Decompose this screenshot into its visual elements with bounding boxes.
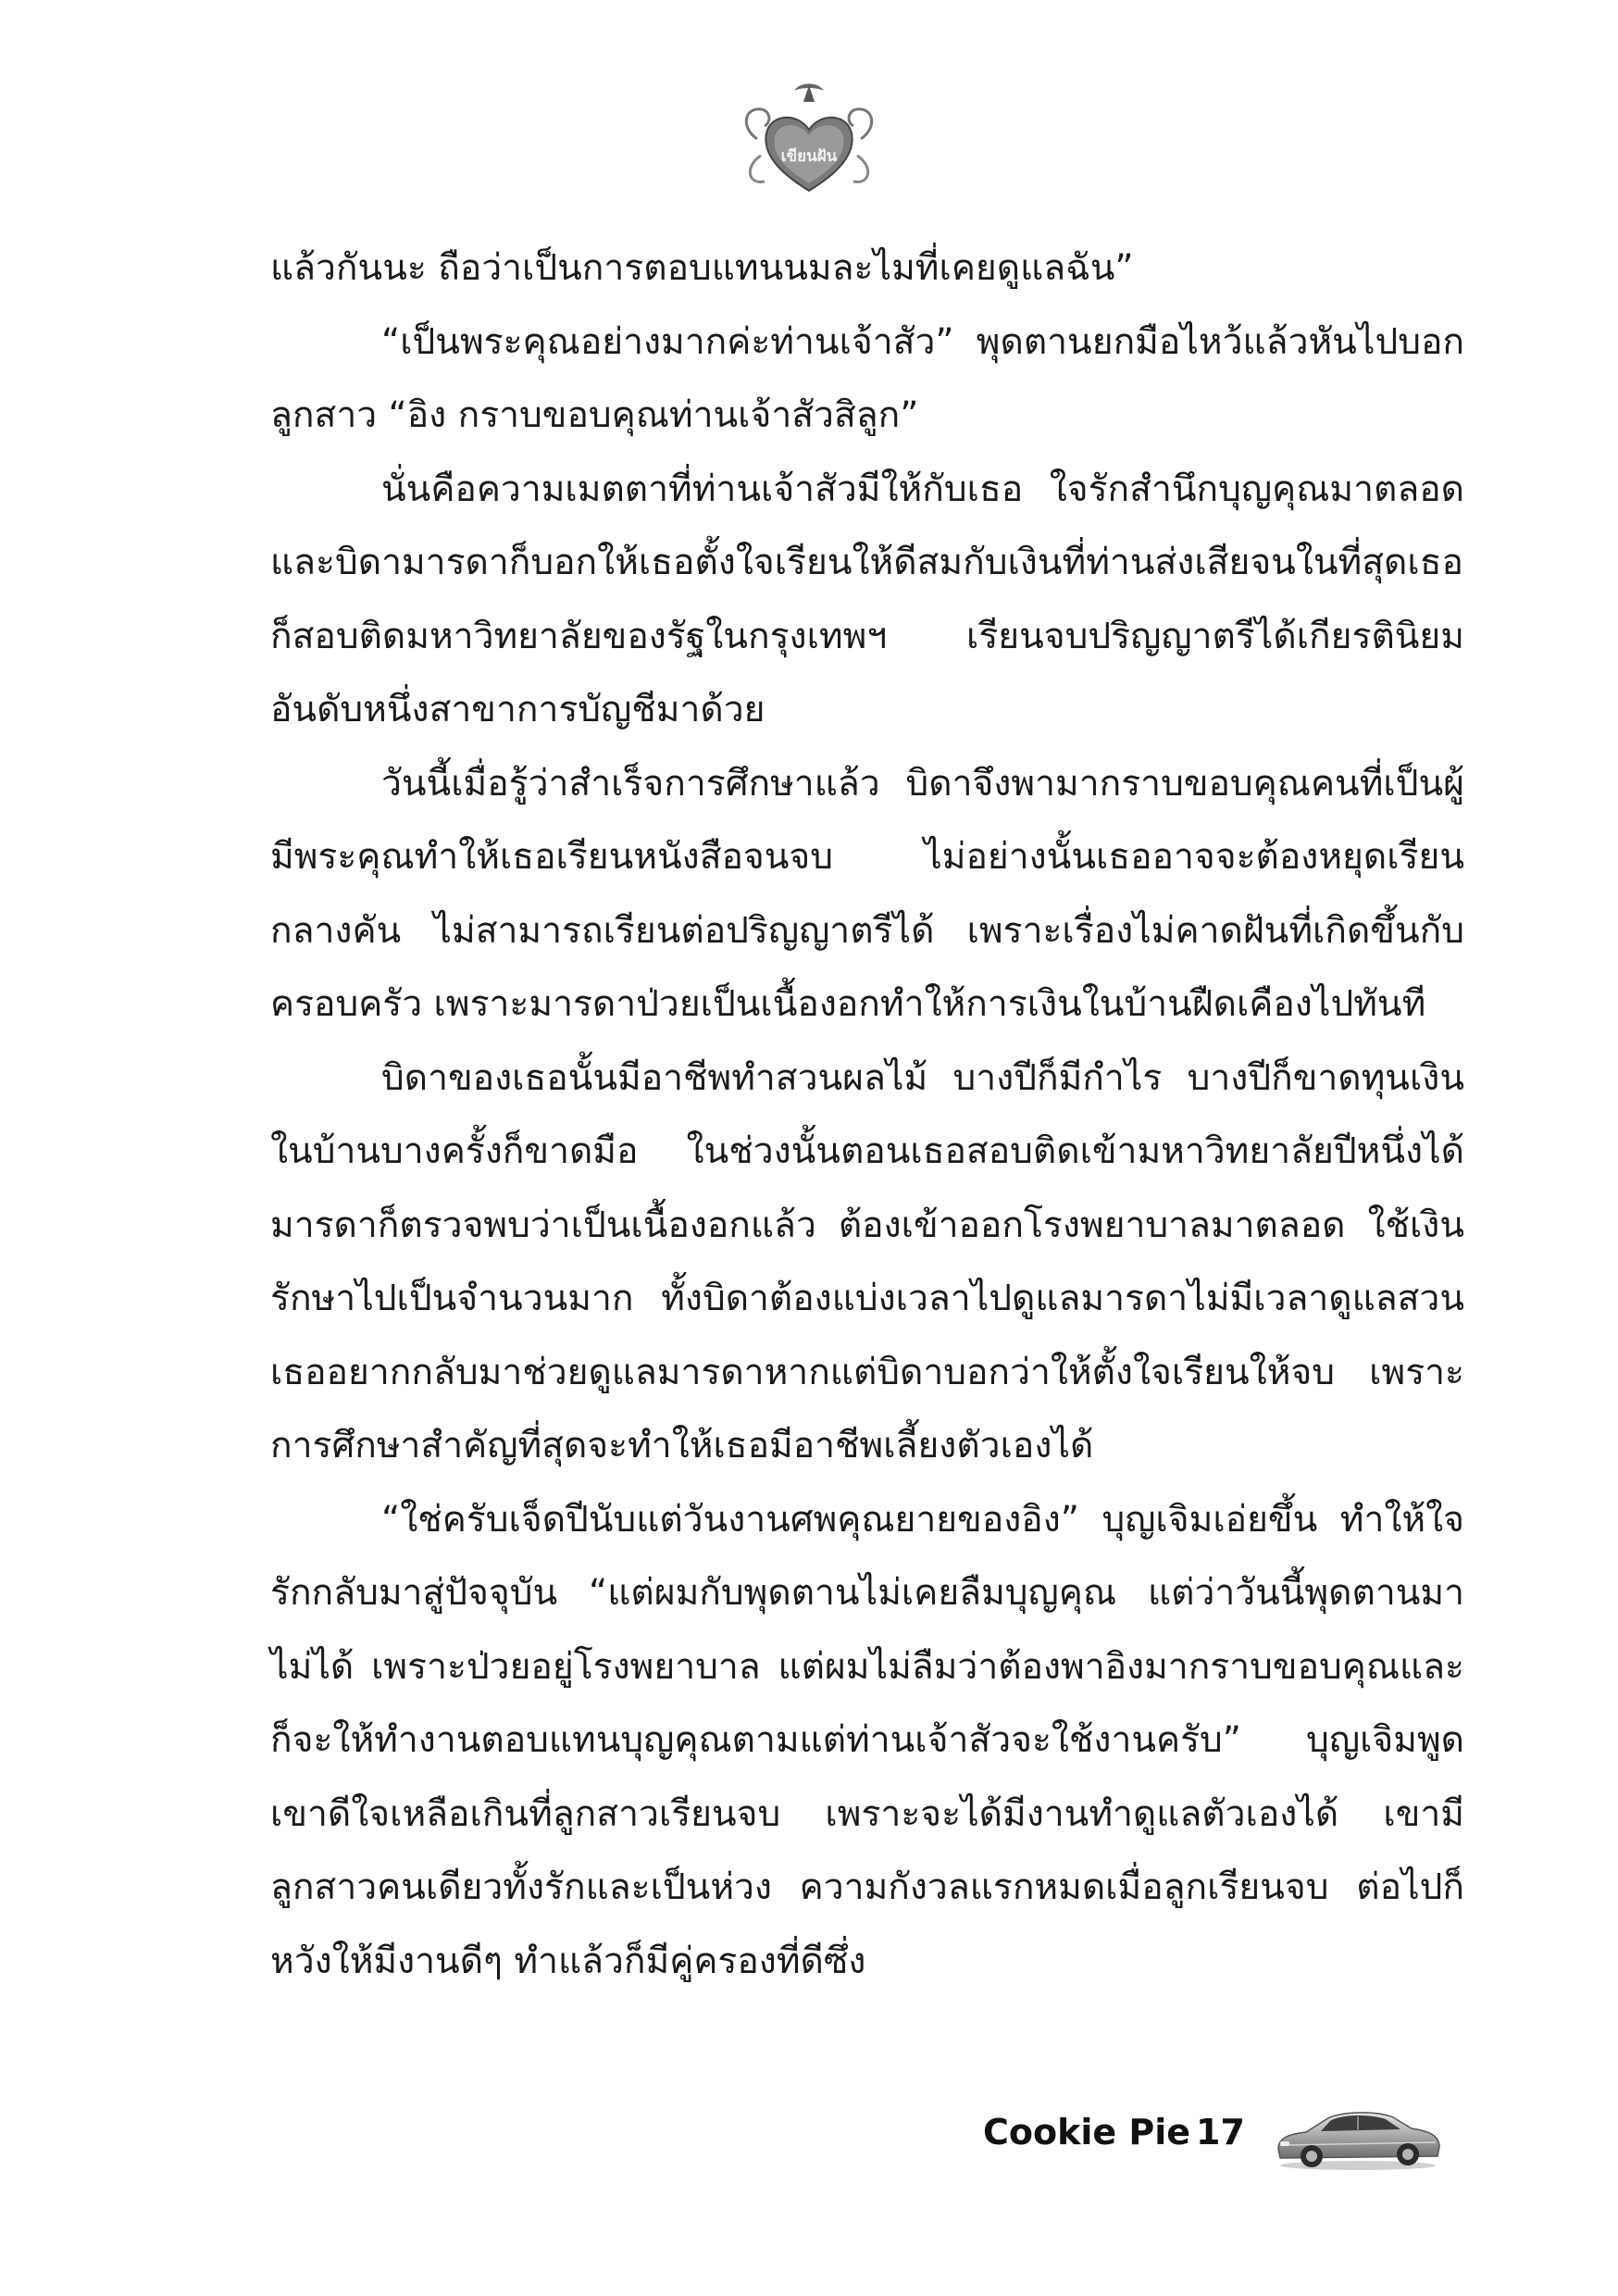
paragraph: วันนี้เมื่อรู้ว่าสำเร็จการศึกษาแล้ว บิดาจึงพามากราบขอบคุณคนที่เป็นผู้มีพระคุณทำให้เธอเรียนหนังสือจนจบ ไม่อย่างนั้นเธออาจจะต้องหยุดเรียนกลางคัน ไม่สามารถเรียนต่อปริญญาตรีได้ เพราะเรื่องไม่คาดฝันที่เกิดขึ้นกับครอบครัว เพราะมารดาป่วยเป็นเนื้องอกทำให้การเงินในบ้านฝืดเคืองไปทันที <box>270 762 1464 1025</box>
page-number: 17 <box>1196 2112 1245 2152</box>
car-icon <box>1273 2101 1444 2175</box>
paragraph: นั่นคือความเมตตาที่ท่านเจ้าสัวมีให้กับเธอ ใจรักสำนึกบุญคุณมาตลอด และบิดามารดาก็บอกให้เธอตั้งใจเรียนให้ดีสมกับเงินที่ท่านส่งเสียจนในที่สุดเธอก็สอบติดมหาวิทยาลัยของรัฐในกรุงเทพฯ เรียนจบปริญญาตรีได้เกียรตินิยมอันดับหนึ่งสาขาการบัญชีมาด้วย <box>270 468 1464 730</box>
body-text <box>270 231 1464 1998</box>
book-title: Cookie Pie <box>983 2112 1191 2152</box>
svg-text:เขียนฝัน: เขียนฝัน <box>780 147 838 166</box>
paragraph: แล้วกันนะ ถือว่าเป็นการตอบแทนนมละไมที่เคยดูแลฉัน” <box>270 247 1134 289</box>
page-footer <box>963 2097 1481 2180</box>
paragraph: “เป็นพระคุณอย่างมากค่ะท่านเจ้าสัว” พุดตานยกมือไหว้แล้วหันไปบอกลูกสาว “อิง กราบขอบคุณท่านเจ้าสัวสิลูก” <box>270 320 1464 436</box>
paragraph: บิดาของเธอนั้นมีอาชีพทำสวนผลไม้ บางปีก็มีกำไร บางปีก็ขาดทุนเงินในบ้านบางครั้งก็ขาดมือ ในช่วงนั้นตอนเธอสอบติดเข้ามหาวิทยาลัยปีหนึ่งได้ มารดาก็ตรวจพบว่าเป็นเนื้องอกแล้ว ต้องเข้าออกโรงพยาบาลมาตลอด ใช้เงินรักษาไปเป็นจำนวนมาก ทั้งบิดาต้องแบ่งเวลาไปดูแลมารดาไม่มีเวลาดูแลสวน เธออยากกลับมาช่วยดูแลมารดาหากแต่บิดาบอกว่าให้ตั้งใจเรียนให้จบ เพราะการศึกษาสำคัญที่สุดจะทำให้เธอมีอาชีพเลี้ยงตัวเองได้ <box>270 1056 1464 1466</box>
header-logo <box>739 81 879 202</box>
paragraph: “ใช่ครับเจ็ดปีนับแต่วันงานศพคุณยายของอิง” บุญเจิมเอ่ยขึ้น ทำให้ใจรักกลับมาสู่ปัจจุบัน “แต่ผมกับพุดตานไม่เคยลืมบุญคุณ แต่ว่าวันนี้พุดตานมาไม่ได้ เพราะป่วยอยู่โรงพยาบาล แต่ผมไม่ลืมว่าต้องพาอิงมากราบขอบคุณและก็จะให้ทำงานตอบแทนบุญคุณตามแต่ท่านเจ้าสัวจะใช้งานครับ” บุญเจิมพูด เขาดีใจเหลือเกินที่ลูกสาวเรียนจบ เพราะจะได้มีงานทำดูแลตัวเองได้ เขามีลูกสาวคนเดียวทั้งรักและเป็นห่วง ความกังวลแรกหมดเมื่อลูกเรียนจบ ต่อไปก็หวังให้มีงานดีๆ ทำแล้วก็มีคู่ครองที่ดีซึ่ง <box>270 1498 1464 1982</box>
